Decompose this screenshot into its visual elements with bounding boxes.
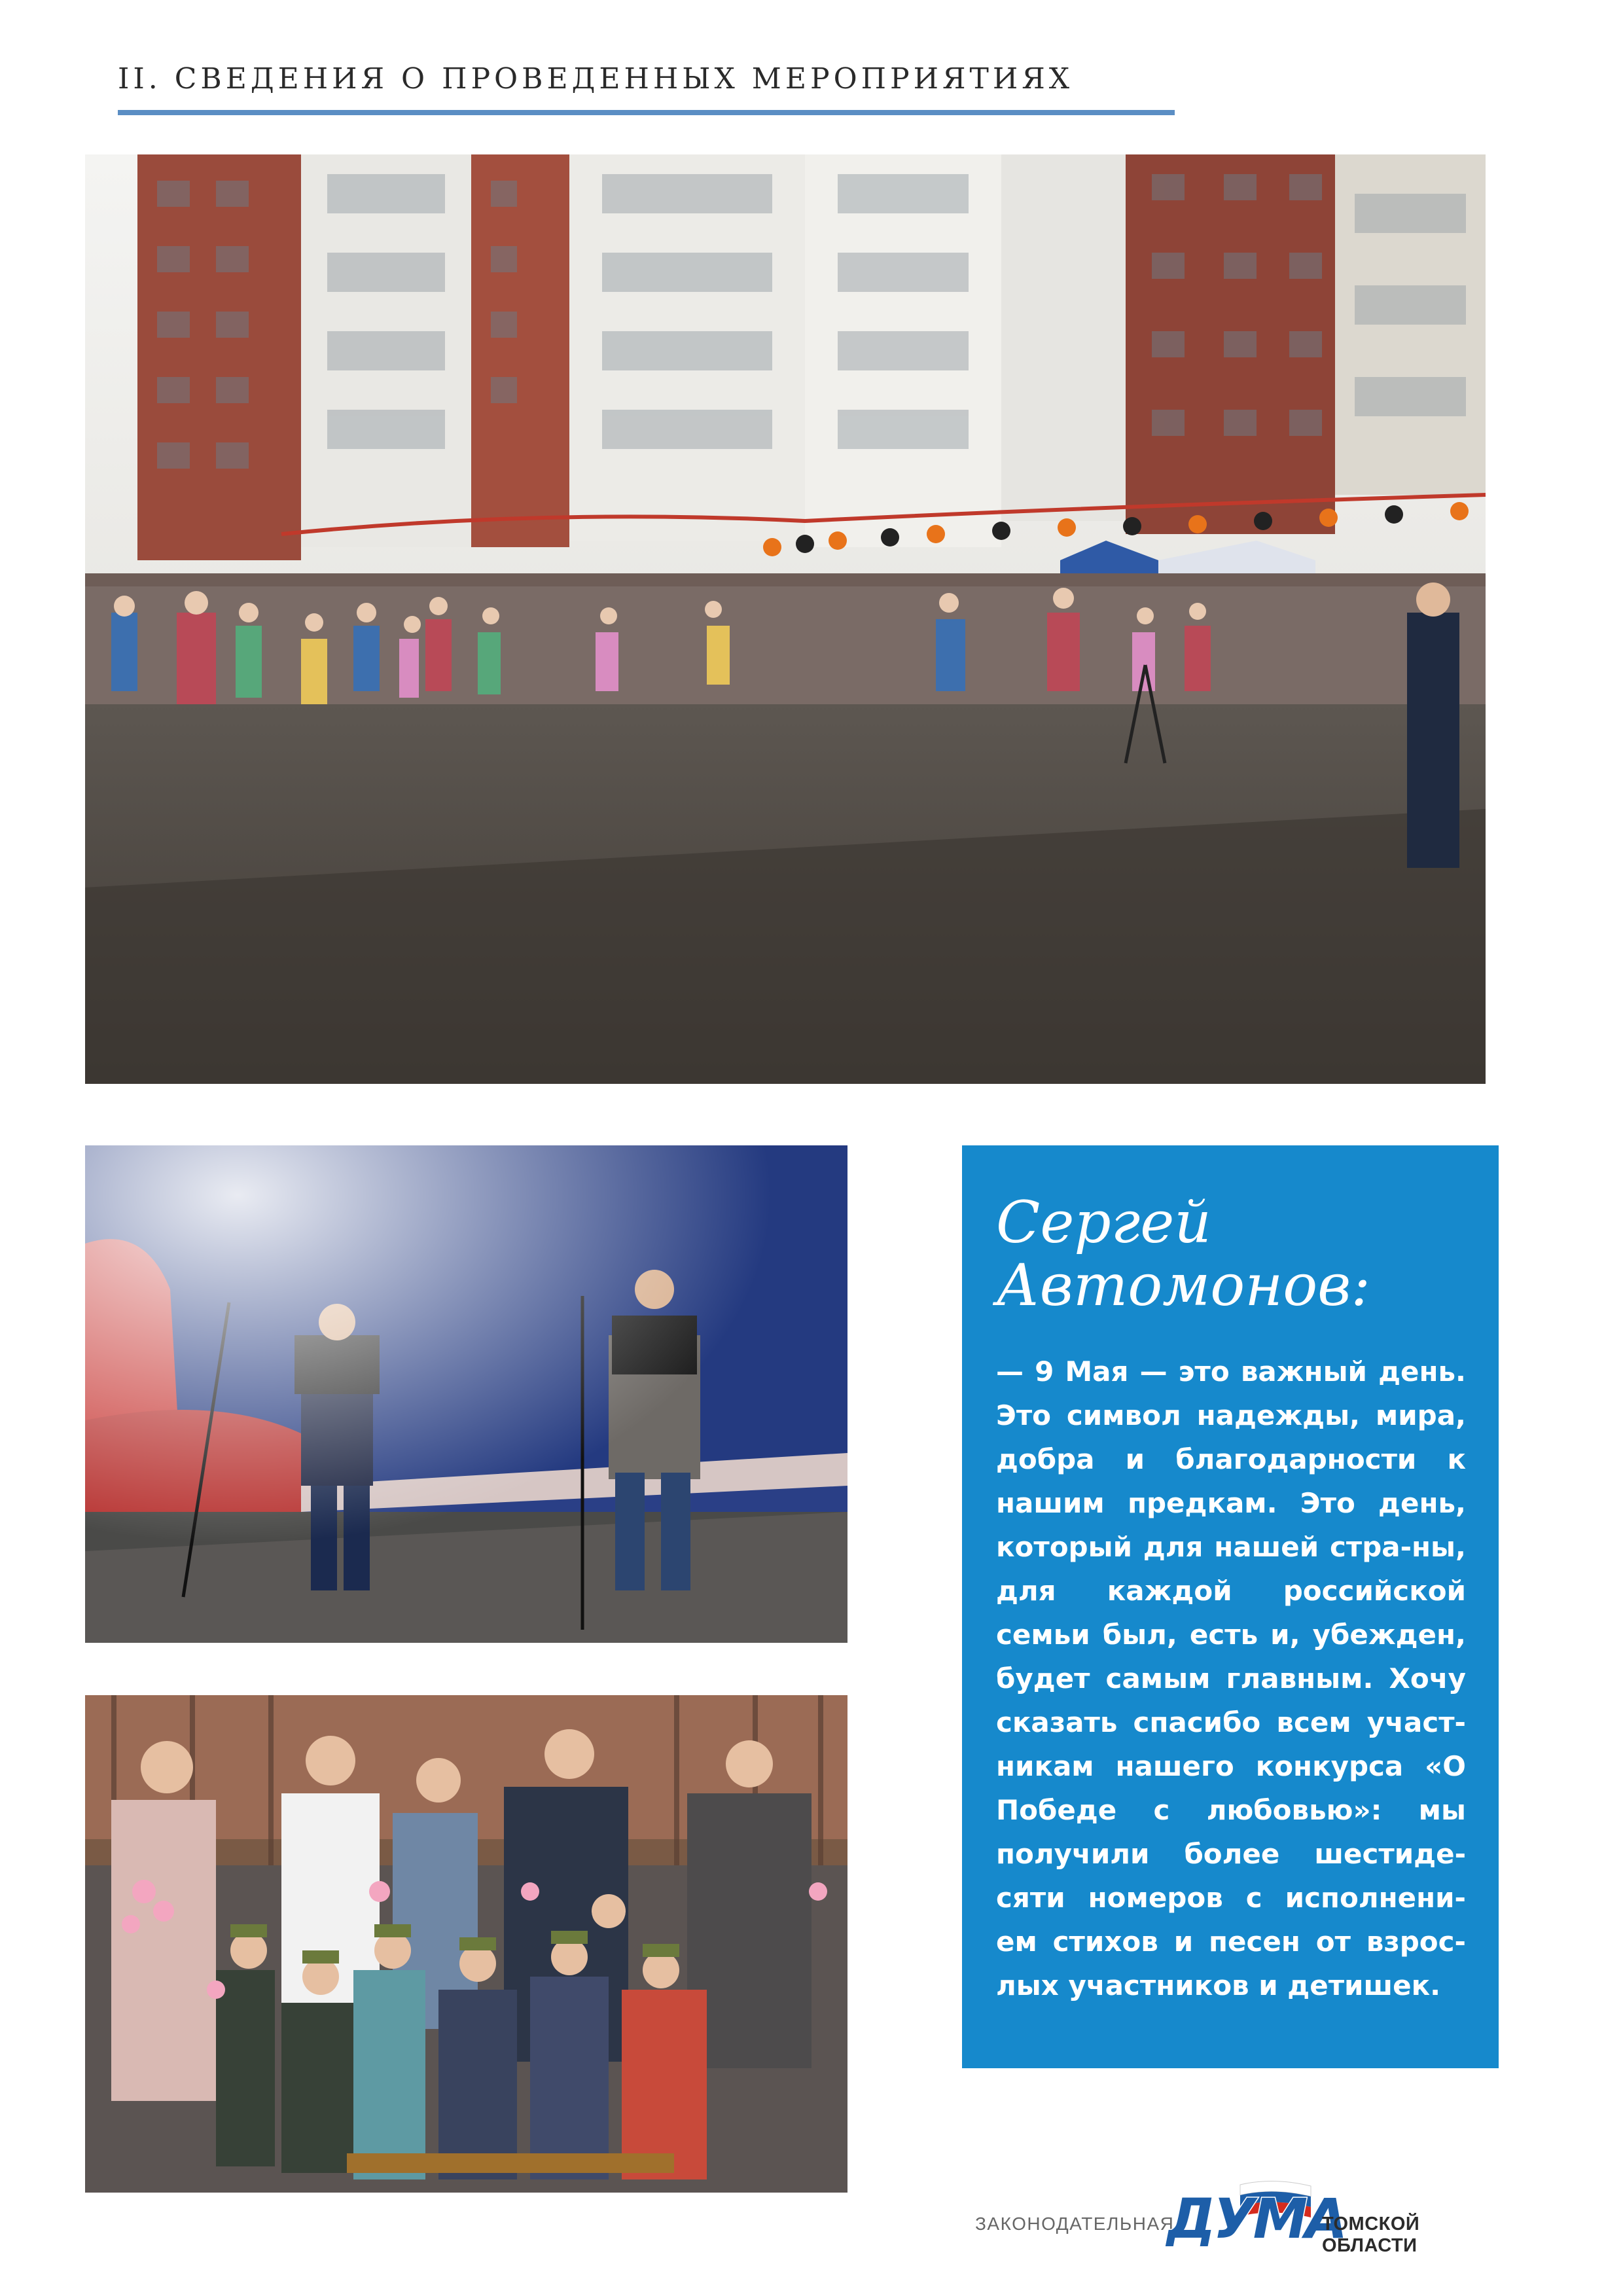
footer <box>975 2179 1512 2256</box>
accordion-players-photo <box>85 1145 847 1643</box>
quote-text: — 9 Мая — это важный день. Это символ надежды, мира, добра и благодарности к нашим предкам. Это день, который для нашей стра-ны, для каждой российской семьи был, есть и, убежден, будет самым главным. Хочу сказать спасибо всем участ-никам нашего конкурса «О Победе с любовью»: мы получили более шестиде-сяти номеров с исполнени-ем стихов и песен от взрос-лых участников и детишек. <box>996 1355 1466 2001</box>
footer-legislative-label: ЗАКОНОДАТЕЛЬНАЯ <box>975 2214 1175 2234</box>
duma-logo-icon <box>1162 2179 1346 2251</box>
quote-author: Сергей Автомонов: <box>996 1189 1371 1319</box>
accordion-players-image <box>85 1145 847 1643</box>
crowd-photo <box>85 154 1486 1084</box>
group-photo-image <box>85 1695 847 2193</box>
header-rule <box>118 110 1175 115</box>
section-title: II. СВЕДЕНИЯ О ПРОВЕДЕННЫХ МЕРОПРИЯТИЯХ <box>118 62 1074 96</box>
group-photo <box>85 1695 847 2193</box>
duma-logo-text: ДУМА <box>1167 2187 1346 2251</box>
crowd-photo-image <box>85 154 1486 1084</box>
footer-region-label: ТОМСКОЙ ОБЛАСТИ <box>1322 2214 1420 2256</box>
quote-box <box>962 1145 1499 2068</box>
